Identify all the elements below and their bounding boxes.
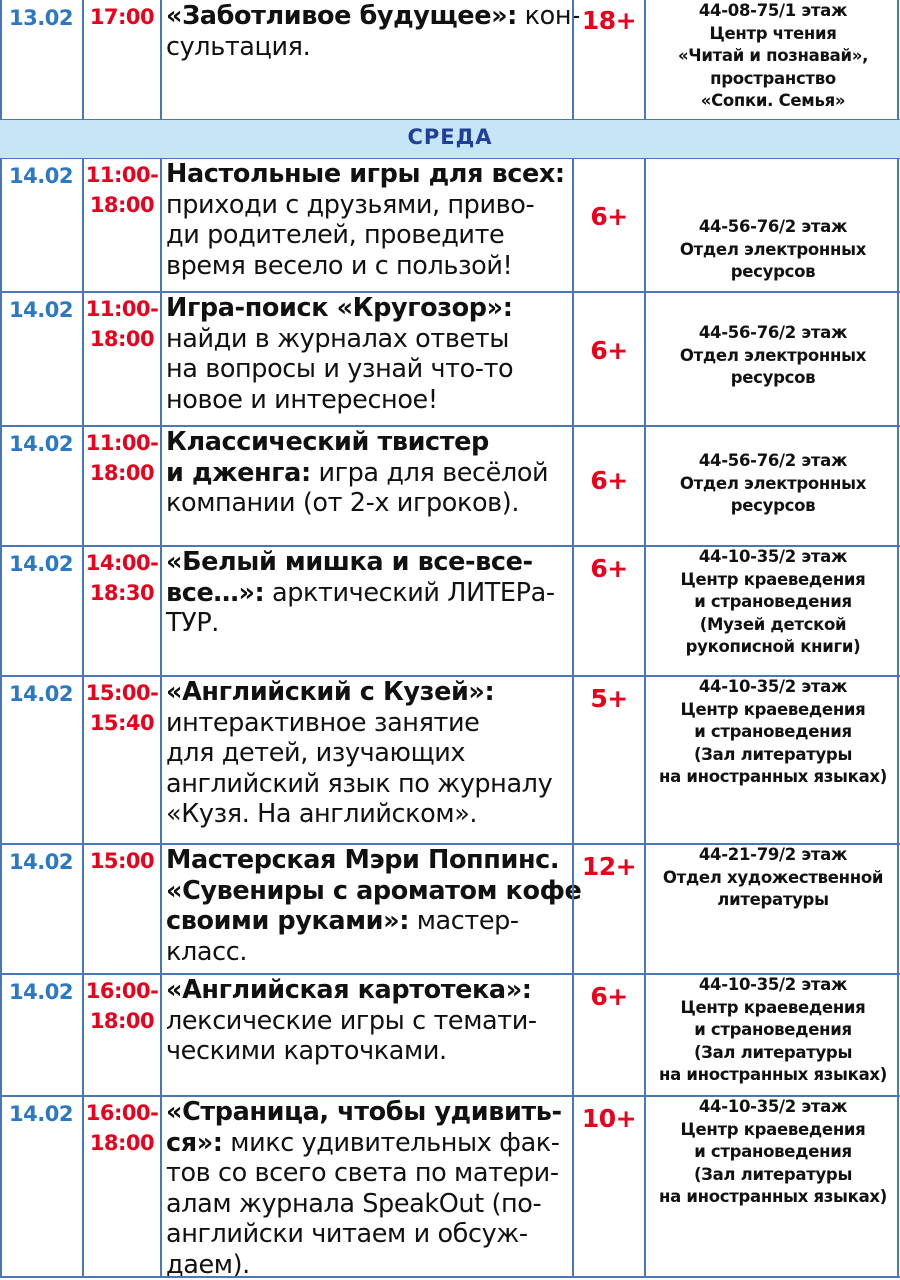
event-time xyxy=(84,676,160,738)
event-description xyxy=(166,844,582,967)
event-time xyxy=(84,844,160,876)
event-text: английский язык по журналу xyxy=(166,768,553,799)
location-line: Центр краеведения xyxy=(680,699,866,719)
event-date: 14.02 xyxy=(9,850,73,874)
location-line: на иностранных языках) xyxy=(659,1187,887,1206)
event-title: «Английский с Кузей»: xyxy=(166,677,495,707)
location-line: Центр чтения xyxy=(709,23,837,43)
event-description xyxy=(166,974,570,1067)
schedule-row xyxy=(0,676,900,844)
location-line: «Сопки. Семья» xyxy=(700,91,846,110)
event-time-line: 11:00- xyxy=(85,297,159,321)
event-title: своими руками»: xyxy=(166,906,409,936)
location-line: 44-21-79/2 этаж xyxy=(698,845,848,864)
event-title: Настольные игры для всех: xyxy=(166,159,565,189)
event-description xyxy=(166,1096,570,1280)
event-text: сультация. xyxy=(166,31,311,62)
event-time-line: 15:40 xyxy=(89,711,155,735)
event-time-line: 16:00- xyxy=(85,1101,159,1125)
location-line: пространство xyxy=(710,68,836,88)
event-date: 13.02 xyxy=(9,6,73,30)
event-date: 14.02 xyxy=(9,980,73,1004)
event-title: «Страница, чтобы удивить- xyxy=(166,1097,562,1127)
location-line: 44-56-76/2 этаж xyxy=(698,323,848,342)
event-text: интерактивное занятие xyxy=(166,707,480,738)
event-title: «Сувениры с ароматом кофе xyxy=(166,875,582,906)
event-title: «Английская картотека»: xyxy=(166,975,532,1005)
schedule-row xyxy=(0,158,900,292)
event-text: ТУР. xyxy=(166,608,219,638)
day-label: СРЕДА xyxy=(407,125,493,149)
location-line: рукописной книги) xyxy=(685,637,861,656)
event-time-line: 18:00 xyxy=(89,1009,155,1033)
event-description xyxy=(166,292,570,415)
table-column-border xyxy=(897,0,899,1278)
location-line: (Музей детской xyxy=(699,614,847,634)
event-location xyxy=(646,844,900,912)
event-text: мастер- xyxy=(409,906,519,936)
table-row-border xyxy=(0,843,900,845)
location-line: Отдел художественной xyxy=(662,867,884,887)
event-location xyxy=(646,974,900,1087)
event-text: компании (от 2-х игроков). xyxy=(166,488,520,518)
schedule-row xyxy=(0,974,900,1096)
event-text: даем). xyxy=(166,1249,250,1280)
event-time-line: 18:00 xyxy=(89,327,155,351)
location-line: 44-10-35/2 этаж xyxy=(698,1097,848,1116)
event-location xyxy=(646,158,900,284)
table-column-border xyxy=(644,0,646,1278)
age-rating: 5+ xyxy=(590,684,628,713)
event-time xyxy=(84,426,160,488)
event-text: арктический ЛИТЕРа- xyxy=(264,577,555,608)
location-line: и страноведения xyxy=(694,1142,852,1161)
event-text: алам журнала SpeakOut (по- xyxy=(166,1188,542,1219)
day-header xyxy=(0,120,900,158)
event-date: 14.02 xyxy=(9,1102,73,1126)
table-row-border xyxy=(0,973,900,975)
event-text: лексические игры с темати- xyxy=(166,1005,537,1036)
event-location xyxy=(646,676,900,789)
event-text: игра для весёлой xyxy=(310,457,549,488)
age-rating: 6+ xyxy=(590,336,628,365)
event-time-line: 17:00 xyxy=(89,5,155,29)
location-line: «Читай и познавай», xyxy=(677,46,869,65)
location-line: (Зал литературы xyxy=(693,744,853,764)
event-date: 14.02 xyxy=(9,552,73,576)
event-time xyxy=(84,0,160,32)
event-text: ческими карточками. xyxy=(166,1036,447,1066)
schedule-row xyxy=(0,1096,900,1278)
event-time-line: 16:00- xyxy=(85,979,159,1003)
location-line: ресурсов xyxy=(730,368,816,387)
event-text: английски читаем и обсуж- xyxy=(166,1219,528,1249)
location-line: и страноведения xyxy=(694,722,852,741)
event-text: найди в журналах ответы xyxy=(166,323,509,354)
event-text: ди родителей, проведите xyxy=(166,220,505,250)
event-time-line: 18:00 xyxy=(89,461,155,485)
event-title: Классический твистер xyxy=(166,427,489,457)
event-time-line: 14:00- xyxy=(85,551,159,575)
table-row-border xyxy=(0,675,900,677)
event-title: «Белый мишка и все-все- xyxy=(166,547,533,577)
event-time xyxy=(84,292,160,354)
location-line: (Зал литературы xyxy=(693,1042,853,1062)
event-time xyxy=(84,546,160,608)
event-title: все…»: xyxy=(166,577,265,608)
location-line: и страноведения xyxy=(694,1020,852,1039)
event-title: «Заботливое будущее»: xyxy=(166,1,517,31)
event-title: Мастерская Мэри Поппинс. xyxy=(166,845,560,875)
event-description xyxy=(166,676,570,830)
event-time xyxy=(84,158,160,220)
schedule-row xyxy=(0,292,900,426)
event-time-line: 18:30 xyxy=(89,581,155,605)
schedule-row xyxy=(0,0,900,120)
location-line: Отдел электронных xyxy=(679,473,867,493)
location-line: 44-08-75/1 этаж xyxy=(698,1,848,20)
event-title: ся»: xyxy=(166,1127,223,1158)
event-text: для детей, изучающих xyxy=(166,738,466,768)
event-location xyxy=(646,0,900,113)
age-rating: 18+ xyxy=(581,6,637,35)
table-row-border xyxy=(0,1095,900,1097)
event-text: на вопросы и узнай что-то xyxy=(166,354,514,384)
event-text: кон- xyxy=(516,1,580,31)
event-text: новое и интересное! xyxy=(166,384,438,415)
event-text: время весело и с пользой! xyxy=(166,250,513,281)
table-column-border xyxy=(82,0,84,1278)
event-time-line: 15:00 xyxy=(89,849,155,873)
location-line: на иностранных языках) xyxy=(659,1065,887,1084)
location-line: Отдел электронных xyxy=(679,239,867,259)
location-line: 44-10-35/2 этаж xyxy=(698,677,848,696)
event-time-line: 11:00- xyxy=(85,431,159,455)
age-rating: 6+ xyxy=(590,202,628,231)
event-location xyxy=(646,426,900,518)
location-line: 44-10-35/2 этаж xyxy=(698,547,848,566)
event-title: Игра-поиск «Кругозор»: xyxy=(166,293,513,323)
location-line: Центр краеведения xyxy=(680,1119,866,1139)
event-description xyxy=(166,0,580,62)
table-column-border xyxy=(0,0,2,1278)
location-line: на иностранных языках) xyxy=(659,767,887,786)
location-line: Отдел электронных xyxy=(679,345,867,365)
location-line: 44-56-76/2 этаж xyxy=(698,217,848,236)
event-date: 14.02 xyxy=(9,432,73,456)
table-row-border xyxy=(0,425,900,427)
location-line: ресурсов xyxy=(730,262,816,281)
event-time-line: 11:00- xyxy=(85,163,159,187)
event-time xyxy=(84,974,160,1036)
location-line: (Зал литературы xyxy=(693,1164,853,1184)
age-rating: 12+ xyxy=(581,852,637,881)
location-line: ресурсов xyxy=(730,496,816,515)
event-time xyxy=(84,1096,160,1158)
event-date: 14.02 xyxy=(9,164,73,188)
table-column-border xyxy=(572,0,574,1278)
event-description xyxy=(166,426,570,519)
schedule-row xyxy=(0,546,900,676)
event-time-line: 18:00 xyxy=(89,193,155,217)
age-rating: 6+ xyxy=(590,982,628,1011)
location-line: литературы xyxy=(717,890,829,909)
event-location xyxy=(646,292,900,390)
age-rating: 6+ xyxy=(590,554,628,583)
event-text: «Кузя. На английском». xyxy=(166,799,478,829)
location-line: Центр краеведения xyxy=(680,569,866,589)
schedule-row xyxy=(0,426,900,546)
event-date: 14.02 xyxy=(9,298,73,322)
table-row-border xyxy=(0,545,900,547)
table-row-border xyxy=(0,291,900,293)
event-text: приходи с друзьями, приво- xyxy=(166,189,535,220)
location-line: 44-10-35/2 этаж xyxy=(698,975,848,994)
event-time-line: 18:00 xyxy=(89,1131,155,1155)
event-text: микс удивительных фак- xyxy=(222,1127,560,1158)
event-location xyxy=(646,1096,900,1209)
table-column-border xyxy=(160,0,162,1278)
age-rating: 10+ xyxy=(581,1104,637,1133)
event-date: 14.02 xyxy=(9,682,73,706)
schedule-row xyxy=(0,844,900,974)
event-description xyxy=(166,546,570,639)
event-title: и дженга: xyxy=(166,457,311,488)
event-time-line: 15:00- xyxy=(85,681,159,705)
age-rating: 6+ xyxy=(590,466,628,495)
location-line: и страноведения xyxy=(694,592,852,611)
event-text: тов со всего света по матери- xyxy=(166,1158,559,1188)
location-line: Центр краеведения xyxy=(680,997,866,1017)
event-location xyxy=(646,546,900,659)
event-text: класс. xyxy=(166,936,248,967)
location-line: 44-56-76/2 этаж xyxy=(698,451,848,470)
event-description xyxy=(166,158,570,281)
